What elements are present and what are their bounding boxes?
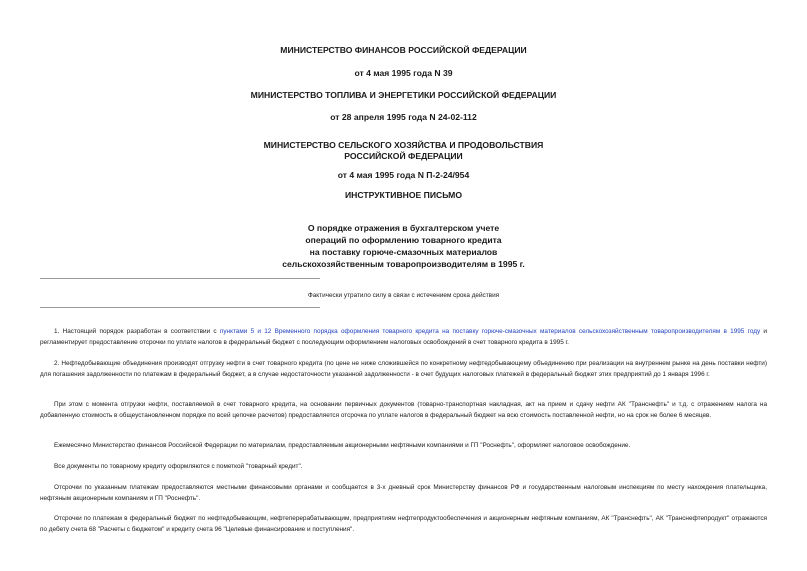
divider-bottom — [40, 307, 320, 308]
paragraph-2-text: 2. Нефтедобывающие объединения производят отгрузку нефти в счет товарного кредита (по цене не ниже сложившейся по конкретному нефтедобывающему объединению при реализации на внутреннем рынке на день поставки нефти) для погашения задолженности по платежам в федеральный бюджет, а в случае недостаточности указанной задолженности - в счет будущих налоговых платежей в федеральный бюджет этих предприятий до 1 января 1996 г. — [40, 360, 767, 378]
paragraph-4-text: Ежемесячно Министерство финансов Российской Федерации по материалам, предоставляемым акционерными нефтяными компаниями и ГП "Роснефть", оформляет налоговое освобождение. — [54, 442, 631, 449]
ministry-agriculture-date: от 4 мая 1995 года N П-2-24/954 — [337, 170, 470, 180]
paragraph-7-text: Отсрочки по платежам в федеральный бюджет по нефтедобывающим, нефтеперерабатывающим, предприятиям нефтепродуктообеспечения и акционерным нефтяным компаниям, АК "Транснефть", АК "Транснефтепродукт" отражаются по дебету счета 68 "Расчеты с бюджетом" и кредиту счета 96 "Целевые финансирование и поступления". — [40, 515, 767, 533]
ministry-agriculture-heading-line1: МИНИСТЕРСТВО СЕЛЬСКОГО ХОЗЯЙСТВА И ПРОДОВОЛЬСТВИЯ — [263, 140, 544, 150]
title-line: О порядке отражения в бухгалтерском учете — [307, 223, 500, 233]
paragraph-2 — [40, 359, 767, 380]
ministry-fuel-date: от 28 апреля 1995 года N 24-02-112 — [330, 112, 477, 122]
document-type: ИНСТРУКТИВНОЕ ПИСЬМО — [344, 190, 463, 200]
ministry-finance-date: от 4 мая 1995 года N 39 — [354, 68, 453, 78]
temporary-order-link[interactable]: пунктами 5 и 12 Временного порядка оформления товарного кредита на поставку горюче-смазочных материалов сельскохозяйственным товаропроизводителям в 1995 году — [219, 328, 761, 335]
ministry-fuel-heading: МИНИСТЕРСТВО ТОПЛИВА И ЭНЕРГЕТИКИ РОССИЙСКОЙ ФЕДЕРАЦИИ — [250, 90, 557, 100]
paragraph-5-text: Все документы по товарному кредиту оформляются с пометкой "товарный кредит". — [54, 463, 303, 470]
paragraph-1-text-start: 1. Настоящий порядок разработан в соответствии с — [54, 328, 220, 335]
ministry-agriculture-heading-line2: РОССИЙСКОЙ ФЕДЕРАЦИИ — [344, 151, 463, 161]
document-title — [0, 222, 807, 270]
paragraph-7 — [40, 514, 767, 535]
paragraph-1 — [40, 327, 767, 348]
ministry-finance-heading: МИНИСТЕРСТВО ФИНАНСОВ РОССИЙСКОЙ ФЕДЕРАЦИИ — [280, 45, 527, 55]
paragraph-3-text: При этом с момента отгрузки нефти, поставляемой в счет товарного кредита, на основании первичных документов (товарно-транспортная накладная, акт на прием и сдачу нефти АК "Транснефть" и т.д. с отражением налога на добавленную стоимость в общеустановленном порядке по всей цепочке расчетов) предоставляется отсрочка по уплате налогов в федеральный бюджет на всю стоимость поставленной нефти, но на срок не более 6 месяцев. — [40, 401, 767, 419]
paragraph-5 — [40, 462, 767, 473]
divider-top — [40, 278, 320, 279]
title-line: на поставку горюче-смазочных материалов — [309, 247, 498, 257]
paragraph-3 — [40, 400, 767, 421]
status-note: Фактически утратило силу в связи с истечением срока действия — [307, 292, 500, 299]
title-line: сельскохозяйственным товаропроизводителям в 1995 г. — [282, 259, 525, 269]
paragraph-1-text-end: и регламентирует предоставление отсрочки по уплате налогов в федеральный бюджет с последующим оформлением налоговых освобождений в счет товарного кредита в 1995 г. — [40, 328, 767, 346]
paragraph-6 — [40, 483, 767, 504]
paragraph-6-text: Отсрочки по указанным платежам предоставляются местными финансовыми органами и сообщается в 3-х дневный срок Министерству финансов РФ и государственным налоговым инспекциям по месту нахождения плательщика, нефтяным акционерным компаниям и ГП "Роснефть". — [40, 484, 767, 502]
title-line: операций по оформлению товарного кредита — [305, 235, 502, 245]
paragraph-4 — [40, 441, 767, 452]
